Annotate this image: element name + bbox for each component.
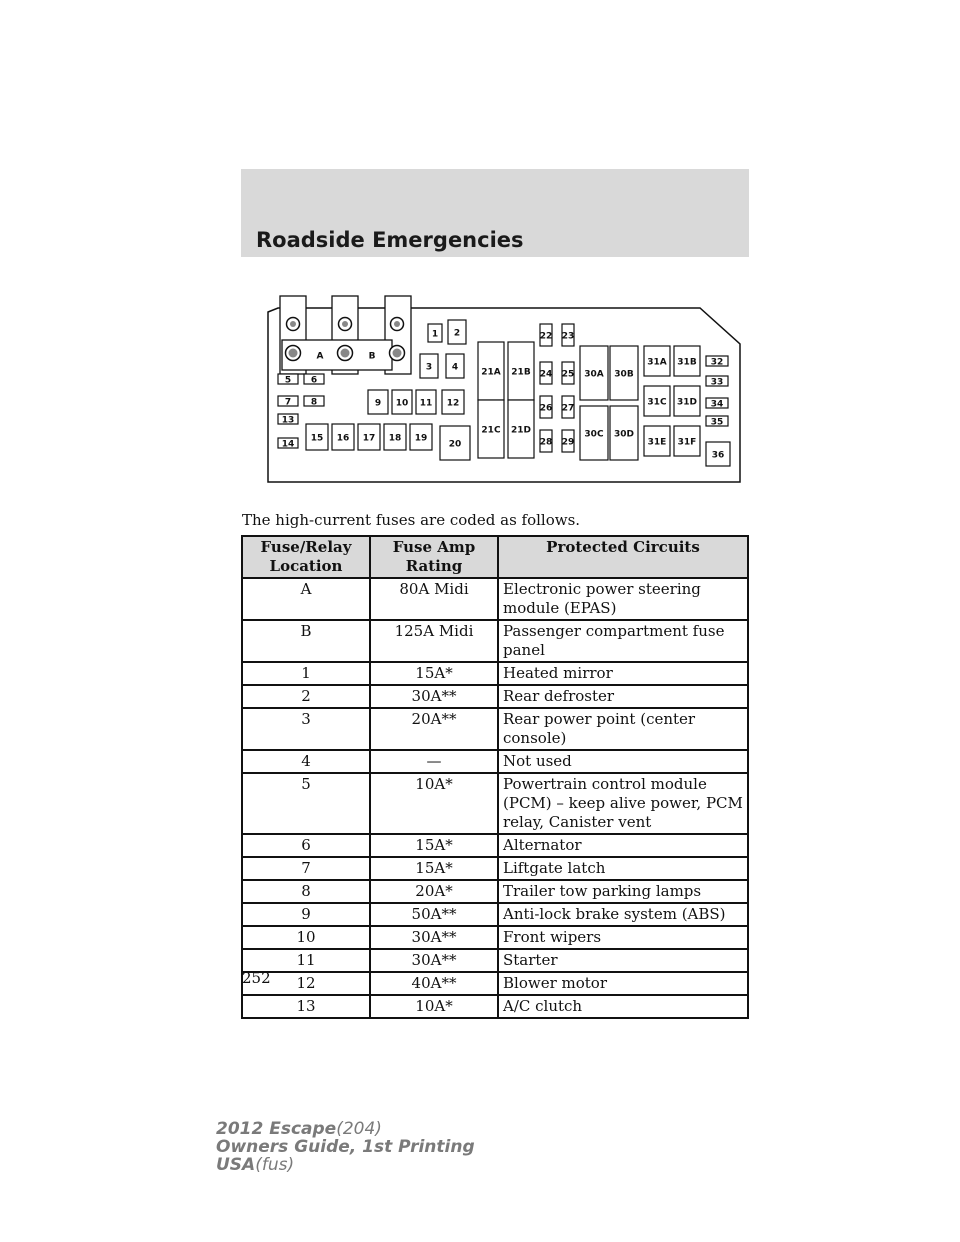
fuse-slot-15 — [306, 424, 328, 450]
fuse-label-1: 1 — [431, 329, 439, 340]
fuse-slot-10 — [392, 390, 412, 414]
fuse-slot-2 — [448, 320, 466, 344]
fuse-label-14: 14 — [281, 439, 295, 450]
fuse-label-12: 12 — [446, 398, 460, 409]
fuse-table — [241, 535, 749, 1019]
cell-rating: 20A* — [370, 880, 498, 903]
cell-location: 7 — [242, 857, 370, 880]
cell-rating: 30A** — [370, 926, 498, 949]
fuse-label-31f: 31F — [677, 437, 697, 448]
fuse-label-36: 36 — [711, 450, 725, 461]
fuse-label-21b: 21B — [511, 367, 531, 378]
table-row — [242, 773, 748, 834]
fuse-slot-31a — [644, 346, 670, 376]
fuse-slot-11 — [416, 390, 436, 414]
cell-location: A — [242, 578, 370, 620]
cell-rating: 80A Midi — [370, 578, 498, 620]
fuse-slot-20 — [440, 426, 470, 460]
cell-circuits: Heated mirror — [498, 662, 748, 685]
fuse-slot-25 — [562, 362, 575, 384]
fuse-slot-6 — [304, 374, 324, 386]
fuse-box-svg — [250, 290, 744, 490]
fuse-label-5: 5 — [284, 375, 292, 386]
fuse-label-18: 18 — [388, 433, 402, 444]
cell-circuits: Trailer tow parking lamps — [498, 880, 748, 903]
fuse-slot-12 — [442, 390, 464, 414]
cell-rating: 15A* — [370, 857, 498, 880]
cell-location: 5 — [242, 773, 370, 834]
fuse-slot-21c — [478, 400, 504, 458]
footer-model: 2012 Escape — [216, 1119, 337, 1139]
table-row — [242, 903, 748, 926]
fuse-label-26: 26 — [539, 403, 553, 414]
cell-location: 1 — [242, 662, 370, 685]
cell-location: B — [242, 620, 370, 662]
fuse-label-22: 22 — [539, 331, 553, 342]
fuse-slot-30d — [610, 406, 638, 460]
fuse-label-7: 7 — [284, 397, 292, 408]
fuse-slot-36 — [706, 442, 730, 466]
fuse-label-33: 33 — [710, 377, 724, 388]
intro-text: The high-current fuses are coded as follows. — [242, 511, 581, 529]
fuse-slot-22 — [540, 324, 553, 346]
fuse-label-30d: 30D — [614, 429, 634, 440]
cell-rating: 30A** — [370, 949, 498, 972]
section-title: Roadside Emergencies — [256, 228, 524, 252]
fuse-slot-31e — [644, 426, 670, 456]
cell-circuits: Passenger compartment fuse panel — [498, 620, 748, 662]
footer-market: USA — [216, 1155, 256, 1175]
table-row — [242, 926, 748, 949]
page-number: 252 — [242, 969, 271, 987]
fuse-label-9: 9 — [374, 398, 382, 409]
fuse-label-16: 16 — [336, 433, 350, 444]
fuse-slot-5 — [278, 374, 298, 386]
fuse-slot-a — [317, 352, 324, 362]
cell-circuits: Blower motor — [498, 972, 748, 995]
fuse-label-31e: 31E — [647, 437, 667, 448]
fuse-slot-31c — [644, 386, 670, 416]
cell-circuits: Starter — [498, 949, 748, 972]
cell-rating: 10A* — [370, 995, 498, 1018]
fuse-label-11: 11 — [419, 398, 433, 409]
cell-rating: 20A** — [370, 708, 498, 750]
fuse-label-21c: 21C — [481, 425, 501, 436]
fuse-slot-8 — [304, 396, 324, 408]
table-row — [242, 750, 748, 773]
fuse-slot-27 — [562, 396, 575, 418]
fuse-slot-35 — [706, 416, 728, 428]
cell-rating: 50A** — [370, 903, 498, 926]
fuse-slot-4 — [446, 354, 464, 378]
fuse-label-b: B — [368, 351, 376, 362]
fuse-label-20: 20 — [448, 439, 462, 450]
footer-model-code: (204) — [336, 1119, 382, 1139]
fuse-label-a: A — [316, 351, 324, 362]
cell-rating: — — [370, 750, 498, 773]
fuse-label-10: 10 — [395, 398, 409, 409]
fuse-label-21d: 21D — [511, 425, 531, 436]
fuse-label-31b: 31B — [677, 357, 697, 368]
fuse-slot-30c — [580, 406, 608, 460]
fuse-label-28: 28 — [539, 437, 553, 448]
fuse-label-21a: 21A — [481, 367, 501, 378]
cell-rating: 125A Midi — [370, 620, 498, 662]
fuse-label-31c: 31C — [647, 397, 667, 408]
table-row — [242, 949, 748, 972]
fuse-label-25: 25 — [561, 369, 575, 380]
fuse-label-23: 23 — [561, 331, 575, 342]
cell-location: 12 — [242, 972, 370, 995]
fuse-label-15: 15 — [310, 433, 324, 444]
cell-location: 6 — [242, 834, 370, 857]
fuse-slot-28 — [540, 430, 553, 452]
cell-rating: 10A* — [370, 773, 498, 834]
table-row — [242, 620, 748, 662]
fuse-slot-30a — [580, 346, 608, 400]
fuse-slot-30b — [610, 346, 638, 400]
cell-circuits: Rear power point (center console) — [498, 708, 748, 750]
cell-rating: 15A* — [370, 662, 498, 685]
fuse-slot-3 — [420, 354, 438, 378]
footer-market-code: (fus) — [255, 1155, 295, 1175]
table-row — [242, 857, 748, 880]
cell-location: 4 — [242, 750, 370, 773]
fuse-label-13: 13 — [281, 415, 295, 426]
fuse-slot-21b — [508, 342, 534, 400]
table-row — [242, 708, 748, 750]
fuse-label-30c: 30C — [584, 429, 604, 440]
fuse-slot-33 — [706, 376, 728, 388]
document-footer — [216, 1120, 475, 1174]
fuse-slot-34 — [706, 398, 728, 410]
cell-location: 8 — [242, 880, 370, 903]
footer-guide: Owners Guide, 1st Printing — [216, 1137, 475, 1157]
fuse-slot-31b — [674, 346, 700, 376]
cell-circuits: Not used — [498, 750, 748, 773]
fuse-slot-21d — [508, 400, 534, 458]
fuse-box-diagram — [250, 290, 744, 490]
cell-rating: 30A** — [370, 685, 498, 708]
cell-circuits: A/C clutch — [498, 995, 748, 1018]
fuse-slot-29 — [562, 430, 575, 452]
fuse-label-30b: 30B — [614, 369, 634, 380]
table-row — [242, 578, 748, 620]
table-row — [242, 972, 748, 995]
relay-posts — [280, 296, 411, 374]
fuse-label-31a: 31A — [647, 357, 667, 368]
fuse-label-24: 24 — [539, 369, 553, 380]
fuse-slot-31d — [674, 386, 700, 416]
fuse-slot-31f — [674, 426, 700, 456]
table-row — [242, 662, 748, 685]
header-circuits: Protected Circuits — [498, 536, 748, 578]
fuse-label-32: 32 — [710, 357, 724, 368]
cell-circuits: Electronic power steering module (EPAS) — [498, 578, 748, 620]
table-header-row — [242, 536, 748, 578]
fuse-label-29: 29 — [561, 437, 575, 448]
fuse-slot-24 — [540, 362, 553, 384]
fuse-slot-14 — [278, 438, 298, 450]
fuse-label-4: 4 — [451, 362, 459, 373]
fuse-slot-9 — [368, 390, 388, 414]
fuse-label-35: 35 — [710, 417, 724, 428]
fuse-slot-17 — [358, 424, 380, 450]
header-location: Fuse/Relay Location — [242, 536, 370, 578]
fuse-slot-19 — [410, 424, 432, 450]
header-rating: Fuse Amp Rating — [370, 536, 498, 578]
fuse-label-19: 19 — [414, 433, 428, 444]
fuse-slot-13 — [278, 414, 298, 426]
fuse-label-3: 3 — [425, 362, 433, 373]
fuse-slot-21a — [478, 342, 504, 400]
cell-location: 13 — [242, 995, 370, 1018]
table-row — [242, 834, 748, 857]
fuse-slot-7 — [278, 396, 298, 408]
table-row — [242, 685, 748, 708]
cell-location: 3 — [242, 708, 370, 750]
cell-circuits: Powertrain control module (PCM) – keep alive power, PCM relay, Canister vent — [498, 773, 748, 834]
cell-circuits: Alternator — [498, 834, 748, 857]
fuse-slot-23 — [562, 324, 575, 346]
fuse-label-30a: 30A — [584, 369, 604, 380]
table-row — [242, 880, 748, 903]
cell-location: 2 — [242, 685, 370, 708]
fuse-slot-b — [369, 352, 376, 362]
fuse-label-2: 2 — [453, 328, 461, 339]
cell-circuits: Rear defroster — [498, 685, 748, 708]
cell-circuits: Liftgate latch — [498, 857, 748, 880]
fuse-slot-16 — [332, 424, 354, 450]
cell-location: 11 — [242, 949, 370, 972]
cell-circuits: Anti-lock brake system (ABS) — [498, 903, 748, 926]
cell-location: 9 — [242, 903, 370, 926]
fuse-label-6: 6 — [310, 375, 318, 386]
fuse-slot-18 — [384, 424, 406, 450]
fuse-label-17: 17 — [362, 433, 376, 444]
fuse-slot-32 — [706, 356, 728, 368]
cell-location: 10 — [242, 926, 370, 949]
fuse-slot-26 — [540, 396, 553, 418]
fuse-label-31d: 31D — [677, 397, 697, 408]
fuse-label-8: 8 — [310, 397, 318, 408]
fuse-label-27: 27 — [561, 403, 575, 414]
table-row — [242, 995, 748, 1018]
fuse-slot-1 — [428, 324, 442, 342]
fuse-label-34: 34 — [710, 399, 724, 410]
cell-circuits: Front wipers — [498, 926, 748, 949]
cell-rating: 15A* — [370, 834, 498, 857]
cell-rating: 40A** — [370, 972, 498, 995]
